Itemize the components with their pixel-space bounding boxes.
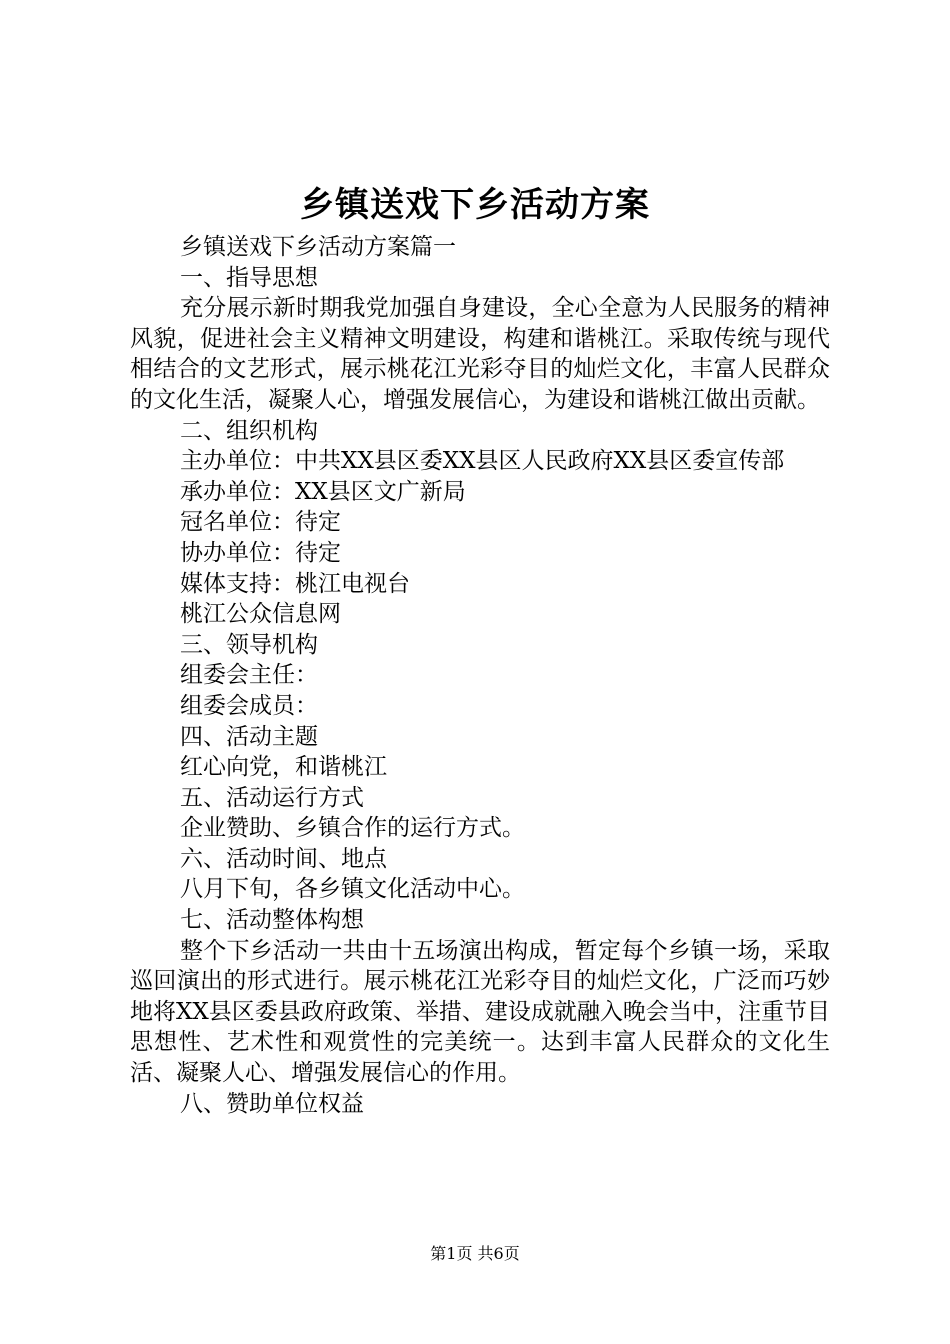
paragraph-host-units: 主办单位：中共XX县区委XX县区人民政府XX县区委宣传部: [180, 448, 785, 475]
paragraph-subtitle: 乡镇送戏下乡活动方案篇一: [180, 234, 456, 260]
paragraph-co-organizer: 协办单位：待定: [180, 539, 341, 566]
heading-operation-mode: 五、活动运行方式: [180, 784, 364, 811]
document-title: 乡镇送戏下乡活动方案: [300, 185, 650, 225]
paragraph-operation-mode: 企业赞助、乡镇合作的运行方式。: [180, 815, 525, 842]
heading-guiding-ideology: 一、指导思想: [180, 264, 318, 291]
heading-organization: 二、组织机构: [180, 417, 318, 444]
paragraph-overall-concept: 整个下乡活动一共由十五场演出构成，暂定每个乡镇一场，采取巡回演出的形式进行。展示桃花江光彩夺目的灿烂文化，广泛而巧妙地将XX县区委县政府政策、举措、建设成就融入晚会当中，注重节目思想性、艺术性和观赏性的完美统一。达到丰富人民群众的文化生活、凝聚人心、增强发展信心的作用。: [130, 937, 830, 1087]
paragraph-title-sponsor: 冠名单位：待定: [180, 509, 341, 536]
paragraph-committee-members: 组委会成员：: [180, 692, 318, 719]
heading-theme: 四、活动主题: [180, 723, 318, 750]
paragraph-committee-director: 组委会主任：: [180, 662, 318, 689]
paragraph-media-support: 媒体支持：桃江电视台: [180, 570, 410, 597]
paragraph-theme: 红心向党，和谐桃江: [180, 754, 387, 781]
paragraph-time-place: 八月下旬，各乡镇文化活动中心。: [180, 876, 525, 903]
document-body: [130, 232, 830, 1119]
heading-time-place: 六、活动时间、地点: [180, 845, 387, 872]
page-footer: 第1页 共6页: [430, 1244, 520, 1263]
paragraph-organizer: 承办单位：XX县区文广新局: [180, 478, 466, 505]
paragraph-media-website: 桃江公众信息网: [180, 601, 341, 628]
heading-sponsor-rights: 八、赞助单位权益: [180, 1090, 364, 1117]
heading-overall-concept: 七、活动整体构想: [180, 907, 364, 934]
heading-leadership: 三、领导机构: [180, 631, 318, 658]
paragraph-guiding-ideology: 充分展示新时期我党加强自身建设，全心全意为人民服务的精神风貌，促进社会主义精神文明建设，构建和谐桃江。采取传统与现代相结合的文艺形式，展示桃花江光彩夺目的灿烂文化，丰富人民群众的文化生活，凝聚人心，增强发展信心，为建设和谐桃江做出贡献。: [130, 295, 830, 413]
